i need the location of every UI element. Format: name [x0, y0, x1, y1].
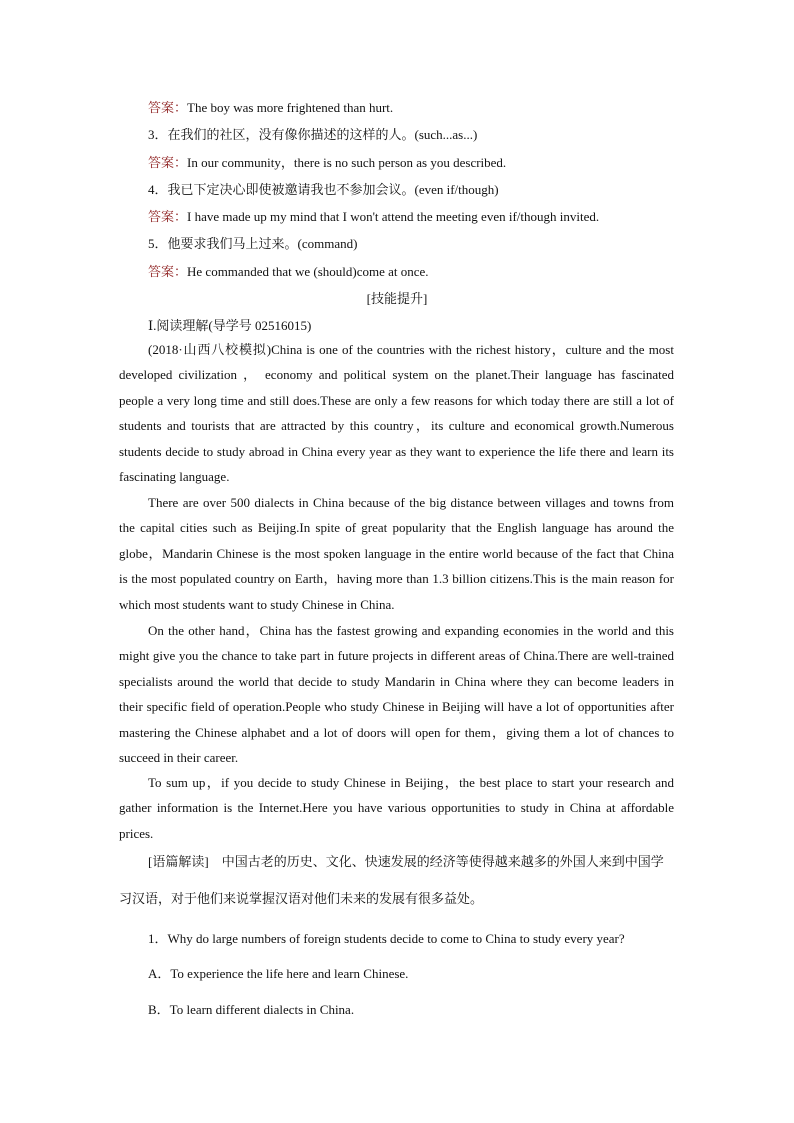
option-b: B．To learn different dialects in China. — [148, 1002, 355, 1017]
answer-label: 答案： — [148, 155, 188, 170]
answer-line-5 — [148, 261, 429, 280]
option-a: A．To experience the life here and learn Chinese. — [148, 966, 409, 981]
answer-line-3 — [148, 152, 506, 171]
answer-label: 答案： — [148, 209, 188, 224]
passage-source: (2018·山西八校模拟) — [148, 342, 272, 357]
prompt-line-4: 4．我已下定决心即使被邀请我也不参加会议。(even if/though) — [148, 182, 499, 197]
question-stem: 1．Why do large numbers of foreign students decide to come to China to study every year? — [148, 931, 625, 946]
answer-text: The boy was more frightened than hurt. — [187, 100, 394, 115]
paragraph-text: China is one of the countries with the richest history，culture and the most developed civilization ， economy and political system on the planet.Their language has fascinated people a very long time and still does.These are only a few reasons for which today there are still a lot of students and tourists that are attracted by this country，its culture and economical growth.Numerous students decide to study abroad in China every year as they want to experience the life there and learn its fascinating language. — [119, 342, 674, 485]
subsection-title: Ⅰ.阅读理解(导学号 02516015) — [148, 318, 312, 333]
answer-text: He commanded that we (should)come at once. — [187, 264, 429, 279]
passage-paragraph-4: To sum up，if you decide to study Chinese in Beijing，the best place to start your research and gather information is the Internet.Here you have various opportunities to study in China at affordable prices. — [119, 775, 674, 841]
answer-line-4 — [148, 206, 599, 225]
answer-label: 答案： — [148, 100, 188, 115]
answer-label: 答案： — [148, 264, 188, 279]
prompt-line-5: 5．他要求我们马上过来。(command) — [148, 236, 358, 251]
passage-analysis — [119, 843, 674, 917]
analysis-text: 中国古老的历史、文化、快速发展的经济等使得越来越多的外国人来到中国学习汉语，对于他们来说掌握汉语对他们未来的发展有很多益处。 — [119, 854, 664, 906]
answer-text: In our community，there is no such person as you described. — [187, 155, 507, 170]
section-title: [技能提升] — [366, 291, 428, 306]
prompt-line-3: 3．在我们的社区，没有像你描述的这样的人。(such...as...) — [148, 127, 478, 142]
passage-paragraph-2: There are over 500 dialects in China because of the big distance between villages and towns from the capital cities such as Beijing.In spite of great popularity that the English language has around the globe，Mandarin Chinese is the most spoken language in the entire world because of the fact that China is the most populated country on Earth，having more than 1.3 billion citizens.This is the main reason for which most students want to study Chinese in China. — [119, 495, 674, 612]
passage-paragraph-3: On the other hand，China has the fastest growing and expanding economies in the world and this might give you the chance to take part in future projects in different areas of China.There are well-trained specialists around the world that decide to study Mandarin in China where they can become leaders in their specific field of operation.People who study Chinese in Beijing will have a lot of opportunities after mastering the Chinese alphabet and a lot of doors will open for them，giving them a lot of chances to succeed in their career. — [119, 623, 674, 766]
analysis-label: [语篇解读] — [148, 854, 209, 869]
passage-paragraph-1 — [119, 337, 674, 489]
answer-text: I have made up my mind that I won't attend the meeting even if/though invited. — [187, 209, 600, 224]
answer-line-2 — [148, 97, 393, 116]
